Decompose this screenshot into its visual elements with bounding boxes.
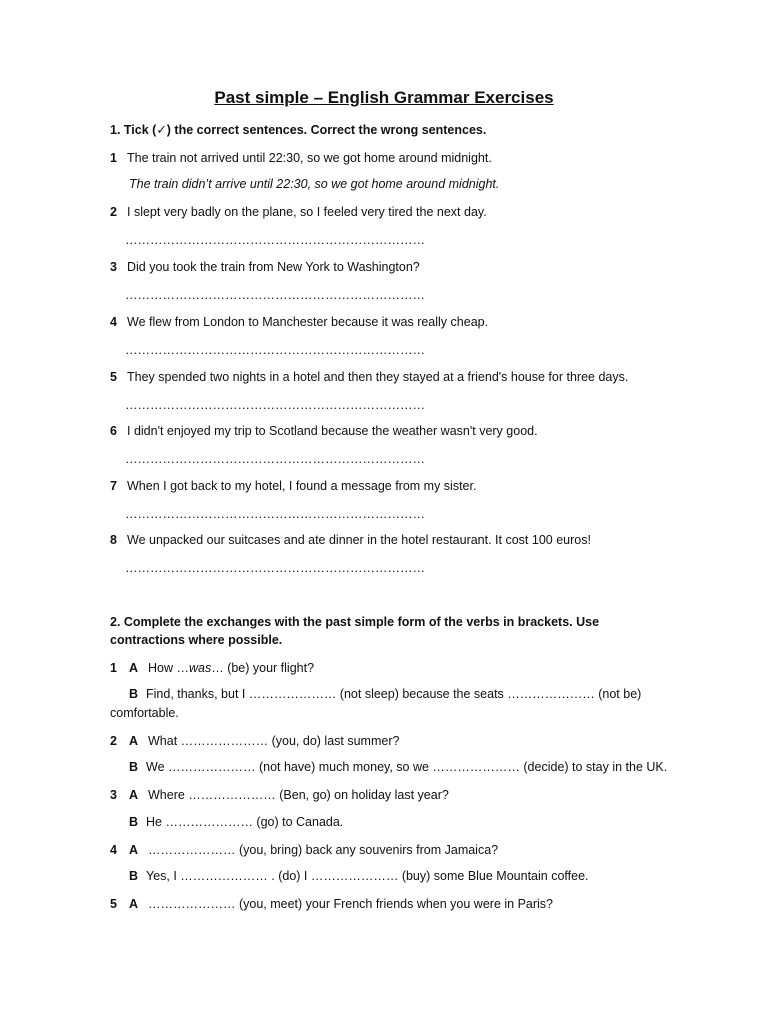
speaker-label: A	[129, 788, 139, 802]
answer-line[interactable]: ………………………………………………………………	[125, 233, 425, 247]
exchange-line[interactable]: Yes, I ………………… . (do) I ………………… (buy) some Blue Mountain coffee.	[146, 869, 589, 883]
item-number: 7	[110, 479, 117, 493]
answer-line[interactable]: ………………………………………………………………	[125, 398, 425, 412]
section2-heading: 2. Complete the exchanges with the past simple form of the verbs in brackets. Use	[110, 615, 600, 629]
exchange-text-pre: How …	[148, 661, 189, 675]
answer-line[interactable]: ………………………………………………………………	[125, 343, 425, 357]
item-number: 3	[110, 260, 117, 274]
item-number: 6	[110, 424, 117, 438]
speaker-label: B	[129, 687, 139, 701]
exchange-line[interactable]: He ………………… (go) to Canada.	[146, 815, 344, 829]
section2-heading-cont: contractions where possible.	[110, 633, 283, 647]
item-sentence: Did you took the train from New York to Washington?	[127, 260, 420, 274]
answer-line[interactable]: ………………………………………………………………	[125, 452, 425, 466]
item-sentence: When I got back to my hotel, I found a message from my sister.	[127, 479, 477, 493]
example-answer: was	[188, 661, 212, 675]
answer-line[interactable]: ………………………………………………………………	[125, 507, 425, 521]
exchange-number: 5	[110, 897, 117, 911]
exchange-number: 4	[110, 843, 117, 857]
item-number: 8	[110, 533, 117, 547]
exchange-line[interactable]: ………………… (you, meet) your French friends when you were in Paris?	[148, 897, 553, 911]
page-title: Past simple – English Grammar Exercises	[214, 88, 554, 107]
answer-line[interactable]: ………………………………………………………………	[125, 288, 425, 302]
speaker-label: B	[129, 815, 139, 829]
exchange-line	[148, 660, 314, 676]
exchange-number: 3	[110, 788, 117, 802]
speaker-label: A	[129, 734, 139, 748]
exchange-line[interactable]: Find, thanks, but I ………………… (not sleep) because the seats ………………… (not be)	[146, 687, 642, 701]
item-sentence: They spended two nights in a hotel and then they stayed at a friend's house for three days.	[127, 370, 629, 384]
item-sentence: I didn't enjoyed my trip to Scotland because the weather wasn't very good.	[127, 424, 538, 438]
exchange-line[interactable]: ………………… (you, bring) back any souvenirs from Jamaica?	[148, 843, 499, 857]
exchange-line[interactable]: Where ………………… (Ben, go) on holiday last year?	[148, 788, 449, 802]
item-number: 4	[110, 315, 117, 329]
item-sentence: I slept very badly on the plane, so I feeled very tired the next day.	[127, 205, 487, 219]
speaker-label: B	[129, 869, 139, 883]
exchange-line-continuation: comfortable.	[110, 706, 179, 720]
exchange-number: 1	[110, 661, 117, 675]
speaker-label: B	[129, 760, 139, 774]
item-sentence: The train not arrived until 22:30, so we got home around midnight.	[127, 151, 492, 165]
speaker-label: A	[129, 897, 139, 911]
speaker-label: A	[129, 661, 139, 675]
exchange-line[interactable]: We ………………… (not have) much money, so we ………………… (decide) to stay in the UK.	[146, 760, 668, 774]
exchange-line[interactable]: What ………………… (you, do) last summer?	[148, 734, 400, 748]
item-example-answer: The train didn’t arrive until 22:30, so we got home around midnight.	[129, 177, 500, 191]
exchange-text-post: … (be) your flight?	[211, 661, 315, 675]
answer-line[interactable]: ………………………………………………………………	[125, 561, 425, 575]
section1-heading: 1. Tick (✓) the correct sentences. Correct the wrong sentences.	[110, 123, 487, 137]
speaker-label: A	[129, 843, 139, 857]
item-sentence: We unpacked our suitcases and ate dinner in the hotel restaurant. It cost 100 euros!	[127, 533, 591, 547]
exchange-number: 2	[110, 734, 117, 748]
item-number: 1	[110, 151, 117, 165]
item-number: 2	[110, 205, 117, 219]
item-sentence: We flew from London to Manchester because it was really cheap.	[127, 315, 489, 329]
item-number: 5	[110, 370, 117, 384]
